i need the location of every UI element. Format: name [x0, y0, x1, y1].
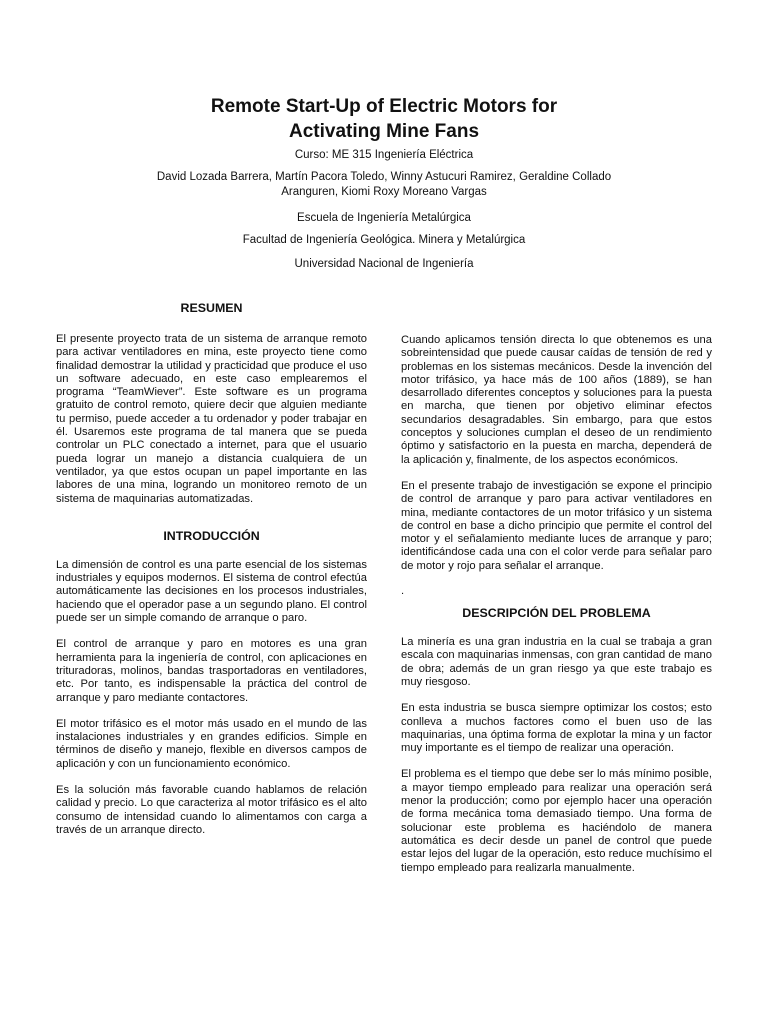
problem-heading: DESCRIPCIÓN DEL PROBLEMA	[462, 606, 651, 621]
right-paragraph-1: Cuando aplicamos tensión directa lo que obtenemos es una sobreintensidad que puede causar caídas de tensión de red y problemas en los sistemas mecánicos. Desde la invención del motor trifásico, ya hace más de 100 años (1889), se han desarrollado diferentes conceptos y soluciones para la puesta en marcha, que tienen por objetivo eliminar efectos secundarios desagradables. Sin embargo, para que estos conceptos y soluciones cumplan el deseo de un rendimiento óptimo y satisfactorio en la puesta en marcha, dependerá de la aplicación y, finalmente, de los aspectos económicos.	[401, 334, 712, 466]
resumen-heading: RESUMEN	[180, 301, 243, 315]
left-column	[56, 297, 367, 850]
affiliation-university: Universidad Nacional de Ingeniería	[294, 258, 474, 270]
right-paragraph-2: En el presente trabajo de investigación se expone el principio de control de arranque y paro para activar ventiladores en mina, mediante contactores de un motor trifásico y un sistema de control en base a dicho principio que permite el control del motor y el señalamiento mediante luces de arranque y paro; identificándose cada una con el color verde para señalar paro de motor y rojo para señalar el arranque.	[401, 479, 712, 572]
stray-dot: .	[401, 585, 405, 598]
authors	[0, 170, 768, 200]
resumen-paragraph: El presente proyecto trata de un sistema de arranque remoto para activar ventiladores en mina, este proyecto tiene como finalidad demostrar la utilidad y practicidad que produce el uso un software adecuado, en este caso emplearemos el programa “TeamWiever”. Este software es un programa gratuito de control remoto, quiere decir que alguien mediante tu permiso, puede acceder a tu ordenador y poder trabajar en él. Usaremos este programa de tal manera que se pueda controlar un PLC conectado a internet, para que el usuario pueda lograr un manejo a distancia cualquiera de un ventilador, ya que estos ocupan un papel importante en las labores de una mina, logrando un monitoreo remoto de un sistema de maquinarias automatizadas.	[56, 333, 367, 505]
affiliation-faculty: Facultad de Ingeniería Geológica. Minera y Metalúrgica	[242, 234, 526, 246]
problem-paragraph-3: El problema es el tiempo que debe ser lo más mínimo posible, a mayor tiempo empleado para realizar una operación será menor la producción; como por ejemplo hacer una operación de forma mecánica toma demasiado tiempo. Una forma de solucionar este problema es haciéndolo de manera automática es decir desde un panel de control que puede estar lejos del lugar de la operación, esto reduce muchísimo el tiempo empleado para realizarla manualmente.	[401, 768, 712, 874]
title-line-1: Remote Start-Up of Electric Motors for	[210, 96, 558, 117]
intro-heading: INTRODUCCIÓN	[163, 528, 260, 543]
affiliation-school: Escuela de Ingeniería Metalúrgica	[297, 212, 471, 224]
title-line-2: Activating Mine Fans	[288, 121, 480, 142]
intro-paragraph-1: La dimensión de control es una parte esencial de los sistemas industriales y equipos modernos. El sistema de control efectúa automáticamente las decisiones en los procesos industriales, haciendo que el operador pase a un segundo plano. El control puede ser un simple comando de arranque o paro.	[56, 558, 367, 625]
authors-line-2: Aranguren, Kiomi Roxy Moreano Vargas	[281, 186, 487, 198]
right-column	[401, 334, 712, 888]
authors-line-1: David Lozada Barrera, Martín Pacora Toledo, Winny Astucuri Ramirez, Geraldine Collado	[156, 171, 612, 183]
problem-paragraph-1: La minería es una gran industria en la cual se trabaja a gran escala con maquinarias inmensas, con gran cantidad de mano de obra; además de un gran riesgo ya que este trabajo es muy riesgoso.	[401, 636, 712, 688]
intro-paragraph-3: El motor trifásico es el motor más usado en el mundo de las instalaciones industriales y en grandes edificios. Simple en términos de diseño y manejo, flexible en diversos campos de aplicación y con un funcionamiento económico.	[56, 717, 367, 770]
paper-title	[0, 94, 768, 144]
problem-paragraph-2: En esta industria se busca siempre optimizar los costos; esto conlleva a muchos factores como el buen uso de las maquinarias, una óptima forma de explotar la mina y un factor muy importante es el tiempo de realizar una operación.	[401, 702, 712, 755]
intro-paragraph-2: El control de arranque y paro en motores es una gran herramienta para la ingeniería de control, con aplicaciones en trituradoras, molinos, bandas trasportadoras en ventiladores, etc. Por tanto, es indispensable la práctica del control de arranque y paro mediante contactores.	[56, 638, 367, 704]
intro-paragraph-4: Es la solución más favorable cuando hablamos de relación calidad y precio. Lo que caracteriza al motor trifásico es el alto consumo de intensidad cuando lo alimentamos con carga a través de un arranque directo.	[56, 784, 367, 836]
course-line: Curso: ME 315 Ingeniería Eléctrica	[294, 149, 474, 161]
